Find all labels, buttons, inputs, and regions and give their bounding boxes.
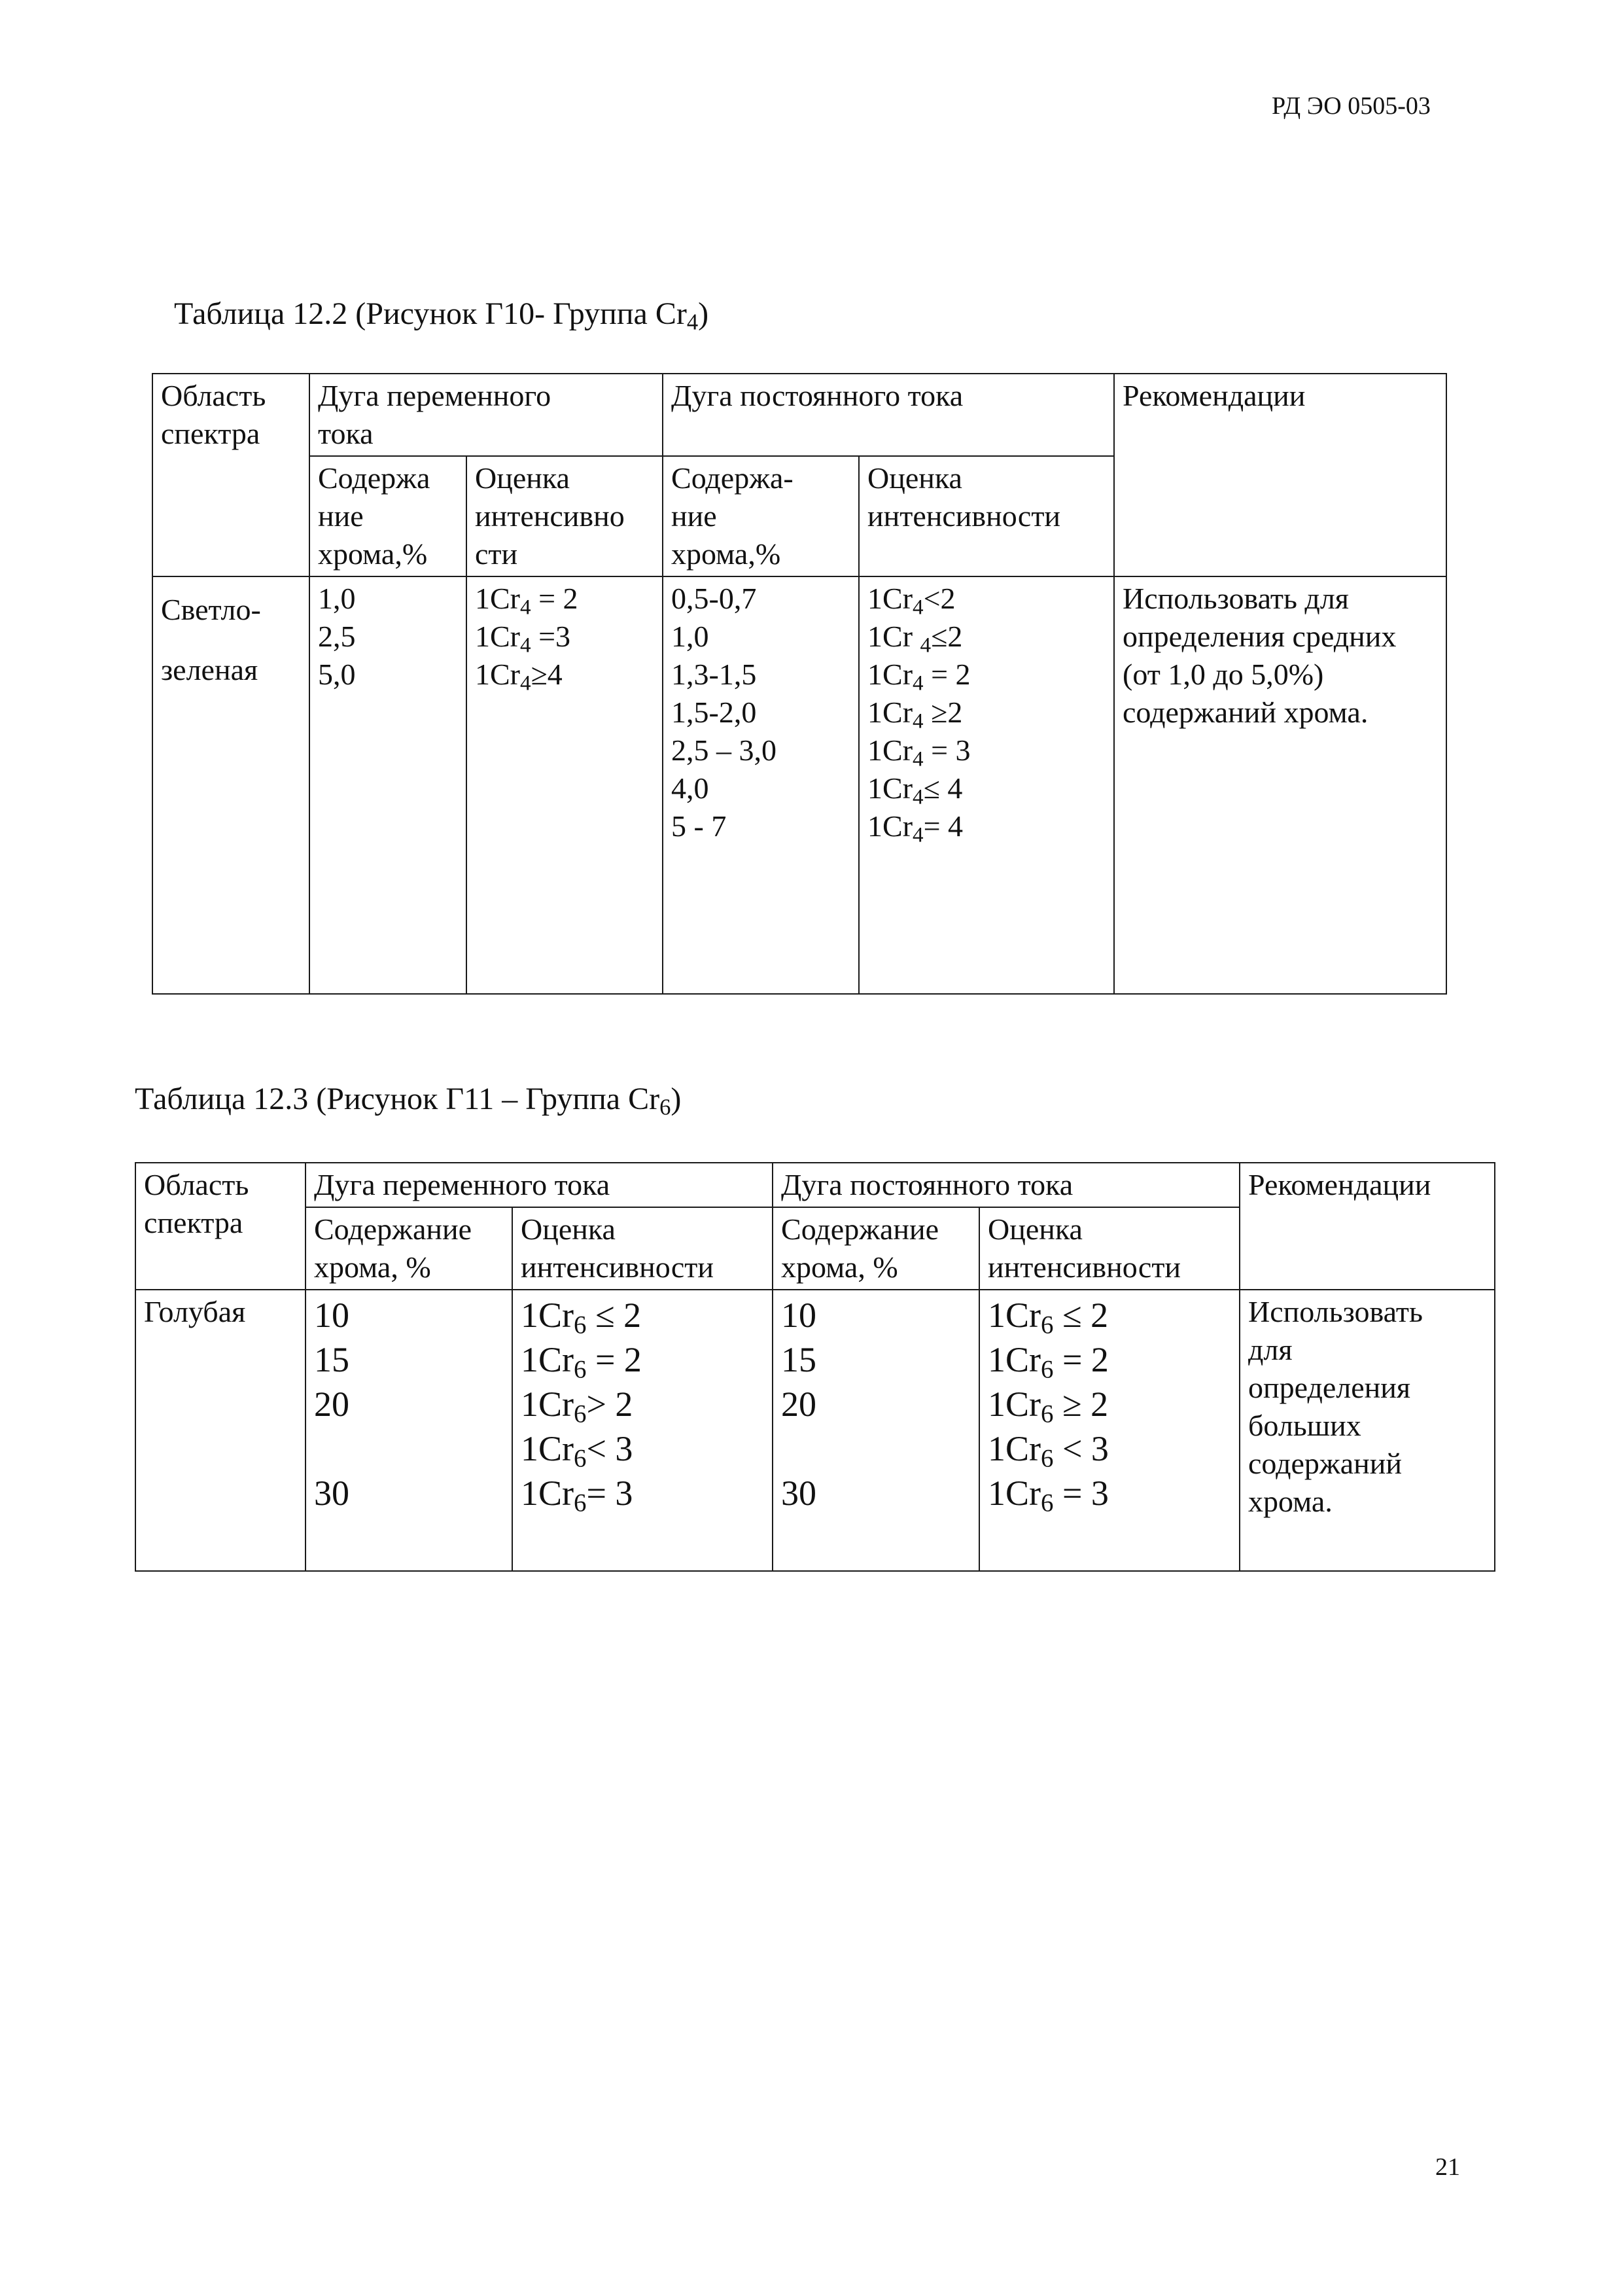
formula-subscript: 4: [520, 595, 531, 620]
cell-line: 2,5 – 3,0: [671, 733, 777, 767]
formula-relation: = 3: [586, 1474, 633, 1513]
formula-prefix: 1Cr: [988, 1296, 1041, 1335]
cell-region: [152, 576, 309, 994]
cell-dc-intensity: [979, 1290, 1240, 1571]
header-ac-intensity: [512, 1207, 773, 1290]
cell-line: Светло-: [161, 593, 261, 626]
formula-prefix: 1Cr: [867, 620, 920, 653]
cell-line: хрома, %: [781, 1250, 898, 1284]
cell-line: 30: [314, 1474, 349, 1513]
header-region: [152, 374, 309, 576]
cell-line: 5,0: [318, 658, 356, 691]
formula-relation: ≥ 2: [1053, 1385, 1109, 1424]
formula-line: [521, 1337, 764, 1382]
document-code: РД ЭО 0505-03: [1272, 92, 1431, 120]
caption-subscript: 6: [659, 1095, 671, 1120]
header-dc-intensity: [979, 1207, 1240, 1290]
formula-line: [988, 1337, 1231, 1382]
formula-subscript: 6: [574, 1355, 587, 1384]
header-dc-content: [773, 1207, 979, 1290]
header-dc-arc: Дуга постоянного тока: [663, 374, 1114, 456]
formula-line: [867, 807, 1106, 845]
formula-prefix: 1Cr: [521, 1385, 574, 1424]
formula-relation: = 2: [586, 1340, 642, 1379]
cell-line: 15: [314, 1340, 349, 1379]
caption-text: Таблица 12.3 (Рисунок Г11 – Группа Cr: [135, 1082, 660, 1116]
formula-relation: > 2: [586, 1385, 633, 1424]
cell-line: 1,0: [671, 620, 709, 653]
cell-line: спектра: [144, 1206, 243, 1239]
header-ac-content: [305, 1207, 512, 1290]
cell-line: Содержа-: [671, 461, 794, 495]
formula-prefix: 1Cr: [521, 1429, 574, 1468]
formula-relation: ≤ 4: [923, 771, 963, 805]
formula-subscript: 4: [913, 709, 924, 733]
header-ac-arc: [309, 374, 663, 456]
formula-relation: = 4: [923, 809, 964, 843]
cell-line: ние: [318, 499, 364, 533]
formula-relation: < 3: [586, 1429, 633, 1468]
formula-relation: = 2: [923, 658, 971, 691]
cell-line: хрома,%: [318, 537, 428, 571]
formula-line: [867, 694, 1106, 732]
formula-relation: ≤ 2: [586, 1296, 642, 1335]
cell-line: интенсивности: [867, 499, 1061, 533]
cell-line: 5 - 7: [671, 809, 727, 843]
formula-line: [988, 1471, 1231, 1515]
cell-line: Содержание: [781, 1212, 939, 1246]
cell-line: 2,5: [318, 620, 356, 653]
formula-relation: < 3: [1053, 1429, 1109, 1468]
cell-line: Содержание: [314, 1212, 472, 1246]
caption-text-end: ): [698, 296, 709, 331]
formula-line: [475, 618, 654, 656]
formula-prefix: 1Cr: [988, 1385, 1041, 1424]
formula-subscript: 6: [1041, 1489, 1054, 1517]
cell-line: интенсивности: [521, 1250, 714, 1284]
cell-line: (от 1,0 до 5,0%): [1123, 658, 1324, 691]
cell-line: Оценка: [867, 461, 962, 495]
cell-dc-intensity: [859, 576, 1114, 994]
cell-region: Голубая: [135, 1290, 305, 1571]
formula-prefix: 1Cr: [475, 658, 520, 691]
cell-line: Оценка: [521, 1212, 616, 1246]
cell-line: Использовать: [1248, 1295, 1423, 1328]
cell-line: Использовать для: [1123, 582, 1349, 615]
formula-subscript: 4: [913, 671, 924, 696]
cell-line: содержаний: [1248, 1447, 1402, 1480]
table-row: [152, 576, 1446, 994]
formula-prefix: 1Cr: [867, 771, 913, 805]
header-recommendations: Рекомендации: [1240, 1163, 1495, 1290]
table-12-3-caption: [135, 1081, 682, 1120]
formula-subscript: 4: [920, 633, 932, 658]
caption-text-end: ): [671, 1082, 682, 1116]
cell-ac-content: [309, 576, 466, 994]
caption-text: Таблица 12.2 (Рисунок Г10- Группа Cr: [174, 296, 687, 331]
formula-relation: = 3: [1053, 1474, 1109, 1513]
formula-line: [867, 656, 1106, 694]
cell-line: Дуга переменного: [318, 379, 551, 412]
formula-line: [475, 656, 654, 694]
formula-relation: ≥4: [531, 658, 563, 691]
cell-line: хрома, %: [314, 1250, 431, 1284]
formula-prefix: 1Cr: [867, 809, 913, 843]
cell-recommendation: [1240, 1290, 1495, 1571]
formula-relation: = 2: [531, 582, 578, 615]
cell-line: [781, 1426, 971, 1471]
cell-line: 20: [314, 1385, 349, 1424]
formula-prefix: 1Cr: [988, 1429, 1041, 1468]
formula-prefix: 1Cr: [867, 696, 913, 729]
cell-line: для: [1248, 1333, 1293, 1366]
cell-line: 10: [314, 1296, 349, 1335]
formula-line: [475, 580, 654, 618]
formula-line: [867, 732, 1106, 769]
header-dc-arc: Дуга постоянного тока: [773, 1163, 1240, 1207]
formula-prefix: 1Cr: [867, 582, 913, 615]
formula-subscript: 6: [574, 1444, 587, 1473]
cell-line: ние: [671, 499, 717, 533]
cell-line: тока: [318, 417, 374, 450]
formula-prefix: 1Cr: [521, 1474, 574, 1513]
formula-line: [988, 1293, 1231, 1337]
formula-subscript: 6: [1041, 1400, 1054, 1428]
formula-line: [521, 1426, 764, 1471]
formula-line: [521, 1471, 764, 1515]
cell-line: Оценка: [475, 461, 570, 495]
cell-line: определения средних: [1123, 620, 1397, 653]
formula-line: [867, 580, 1106, 618]
formula-subscript: 4: [520, 633, 531, 658]
formula-subscript: 6: [1041, 1311, 1054, 1339]
formula-subscript: 6: [1041, 1355, 1054, 1384]
formula-prefix: 1Cr: [475, 582, 520, 615]
formula-line: [521, 1382, 764, 1426]
cell-line: Содержа: [318, 461, 430, 495]
formula-prefix: 1Cr: [988, 1340, 1041, 1379]
table-12-2: [152, 373, 1447, 995]
formula-line: [988, 1382, 1231, 1426]
formula-subscript: 4: [520, 671, 531, 696]
formula-prefix: 1Cr: [988, 1474, 1041, 1513]
formula-relation: ≤ 2: [1053, 1296, 1109, 1335]
cell-line: 1,3-1,5: [671, 658, 757, 691]
formula-relation: <2: [923, 582, 956, 615]
cell-line: 4,0: [671, 771, 709, 805]
cell-line: зеленая: [161, 653, 258, 686]
cell-line: хрома.: [1248, 1485, 1333, 1518]
cell-line: 0,5-0,7: [671, 582, 757, 615]
header-ac-intensity: [466, 456, 663, 576]
formula-prefix: 1Cr: [867, 658, 913, 691]
table-row: [135, 1290, 1495, 1571]
cell-line: хрома,%: [671, 537, 781, 571]
formula-prefix: 1Cr: [521, 1340, 574, 1379]
table-12-2-caption: [174, 296, 709, 335]
header-dc-intensity: [859, 456, 1114, 576]
header-ac-arc: Дуга переменного тока: [305, 1163, 773, 1207]
cell-line: 15: [781, 1340, 817, 1379]
formula-relation: =3: [531, 620, 571, 653]
cell-line: Область: [161, 379, 266, 412]
cell-line: Область: [144, 1168, 249, 1201]
cell-line: 1,5-2,0: [671, 696, 757, 729]
cell-dc-content: [663, 576, 859, 994]
cell-recommendation: [1114, 576, 1446, 994]
header-recommendations: Рекомендации: [1114, 374, 1446, 576]
formula-subscript: 6: [574, 1311, 587, 1339]
formula-line: [521, 1293, 764, 1337]
page-number: 21: [1435, 2153, 1460, 2181]
cell-line: Оценка: [988, 1212, 1083, 1246]
formula-line: [867, 769, 1106, 807]
formula-prefix: 1Cr: [521, 1296, 574, 1335]
cell-line: 20: [781, 1385, 817, 1424]
formula-relation: = 3: [923, 733, 971, 767]
cell-line: определения: [1248, 1371, 1411, 1404]
formula-subscript: 6: [1041, 1444, 1054, 1473]
cell-line: спектра: [161, 417, 260, 450]
cell-line: интенсивности: [988, 1250, 1181, 1284]
cell-ac-intensity: [512, 1290, 773, 1571]
cell-line: 1,0: [318, 582, 356, 615]
cell-line: сти: [475, 537, 518, 571]
header-region: [135, 1163, 305, 1290]
formula-relation: ≤2: [931, 620, 963, 653]
cell-ac-intensity: [466, 576, 663, 994]
formula-line: [867, 618, 1106, 656]
cell-dc-content: [773, 1290, 979, 1571]
cell-line: больших: [1248, 1409, 1361, 1442]
table-12-3: [135, 1162, 1495, 1572]
formula-line: [988, 1426, 1231, 1471]
formula-subscript: 4: [913, 747, 924, 771]
formula-prefix: 1Cr: [867, 733, 913, 767]
formula-relation: ≥2: [923, 696, 963, 729]
formula-subscript: 6: [574, 1400, 587, 1428]
formula-relation: = 2: [1053, 1340, 1109, 1379]
formula-subscript: 4: [913, 822, 924, 847]
cell-line: [314, 1426, 504, 1471]
formula-subscript: 4: [913, 785, 924, 809]
header-ac-content: [309, 456, 466, 576]
cell-line: содержаний хрома.: [1123, 696, 1369, 729]
cell-ac-content: [305, 1290, 512, 1571]
cell-line: 30: [781, 1474, 817, 1513]
formula-subscript: 4: [913, 595, 924, 620]
cell-line: 10: [781, 1296, 817, 1335]
caption-subscript: 4: [686, 309, 699, 335]
formula-prefix: 1Cr: [475, 620, 520, 653]
header-dc-content: [663, 456, 859, 576]
formula-subscript: 6: [574, 1489, 587, 1517]
cell-line: интенсивно: [475, 499, 625, 533]
